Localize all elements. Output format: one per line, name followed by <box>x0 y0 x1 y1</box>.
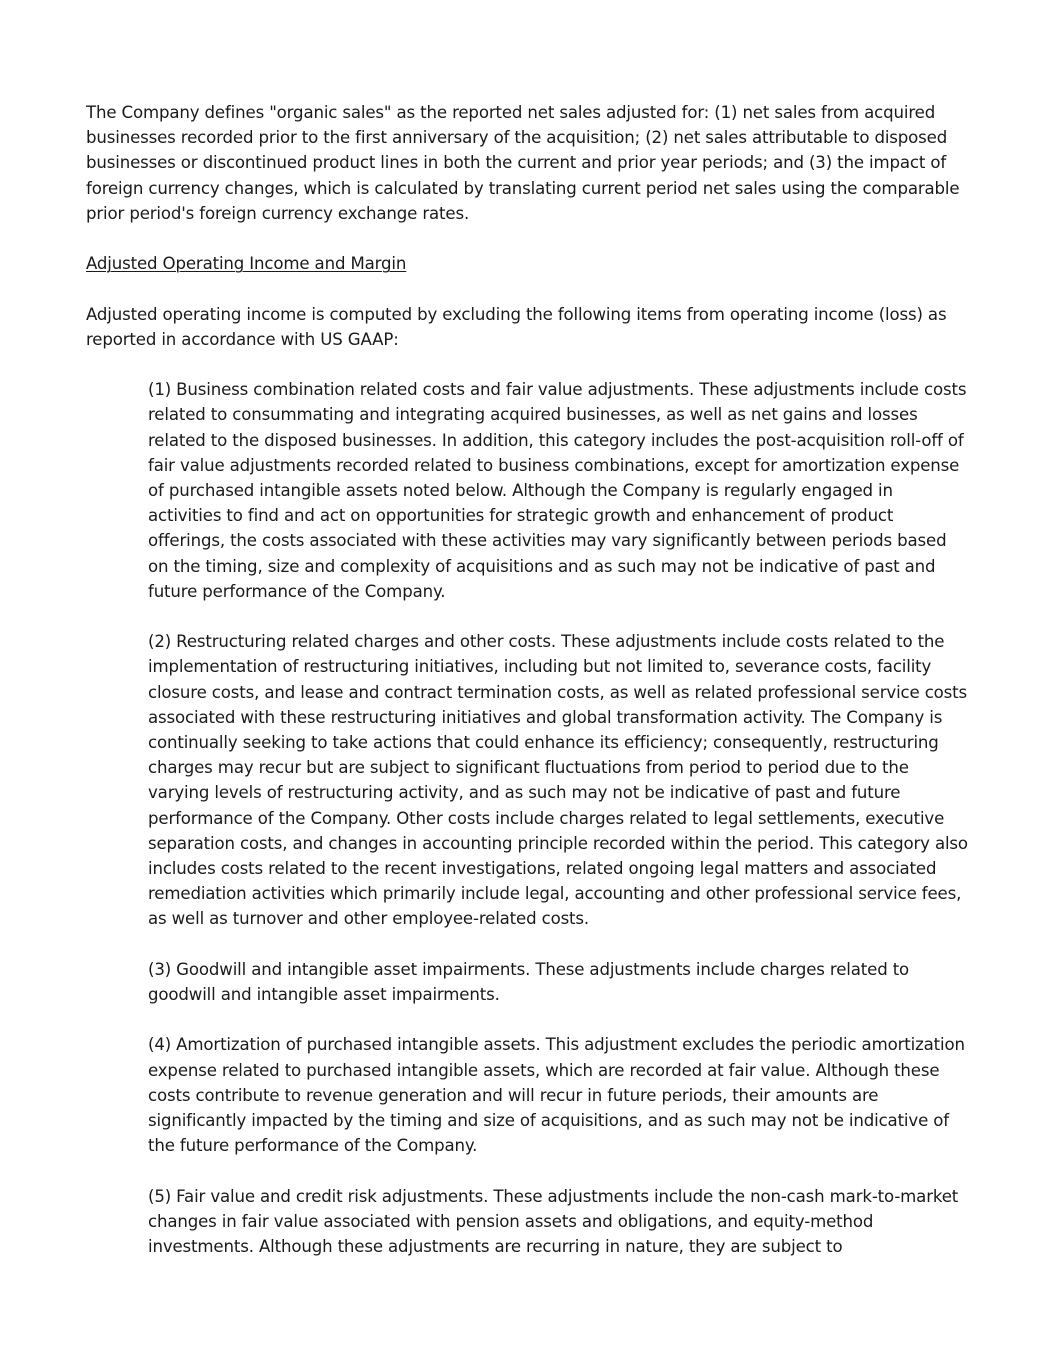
adjustment-item-2: (2) Restructuring related charges and other costs. These adjustments include costs related to the implementation of restructuring initiatives, including but not limited to, severance costs, facility closure costs, and lease and contract termination costs, as well as related professional service costs associated with these restructuring initiatives and global transformation activity. The Company is continually seeking to take actions that could enhance its efficiency; consequently, restructuring charges may recur but are subject to significant fluctuations from period to period due to the varying levels of restructuring activity, and as such may not be indicative of past and future performance of the Company. Other costs include charges related to legal settlements, executive separation costs, and changes in accounting principle recorded within the period. This category also includes costs related to the recent investigations, related ongoing legal matters and associated remediation activities which primarily include legal, accounting and other professional service fees, as well as turnover and other employee-related costs. <box>148 632 968 929</box>
document-page <box>86 100 970 1284</box>
section-intro-paragraph: Adjusted operating income is computed by excluding the following items from operating income (loss) as reported in accordance with US GAAP: <box>86 304 947 349</box>
adjustment-item-5: (5) Fair value and credit risk adjustments. These adjustments include the non-cash mark-to-market changes in fair value associated with pension assets and obligations, and equity-method investments. Although these adjustments are recurring in nature, they are subject to <box>148 1186 959 1257</box>
intro-paragraph: The Company defines "organic sales" as the reported net sales adjusted for: (1) net sales from acquired businesses recorded prior to the first anniversary of the acquisition; (2) net sales attributable to disposed businesses or discontinued product lines in both the current and prior year periods; and (3) the impact of foreign currency changes, which is calculated by translating current period net sales using the comparable prior period's foreign currency exchange rates. <box>86 103 960 223</box>
adjustment-item-3: (3) Goodwill and intangible asset impairments. These adjustments include charges related to goodwill and intangible asset impairments. <box>148 959 910 1005</box>
section-heading: Adjusted Operating Income and Margin <box>86 254 407 274</box>
adjustment-item-1: (1) Business combination related costs and fair value adjustments. These adjustments include costs related to consummating and integrating acquired businesses, as well as net gains and losses related to the disposed businesses. In addition, this category includes the post-acquisition roll-off of fair value adjustments recorded related to business combinations, except for amortization expense of purchased intangible assets noted below. Although the Company is regularly engaged in activities to find and act on opportunities for strategic growth and enhancement of product offerings, the costs associated with these activities may vary significantly between periods based on the timing, size and complexity of acquisitions and as such may not be indicative of past and future performance of the Company. <box>148 380 967 601</box>
adjustment-item-4: (4) Amortization of purchased intangible assets. This adjustment excludes the periodic amortization expense related to purchased intangible assets, which are recorded at fair value. Although these costs contribute to revenue generation and will recur in future periods, their amounts are significantly impacted by the timing and size of acquisitions, and as such may not be indicative of the future performance of the Company. <box>148 1035 965 1156</box>
